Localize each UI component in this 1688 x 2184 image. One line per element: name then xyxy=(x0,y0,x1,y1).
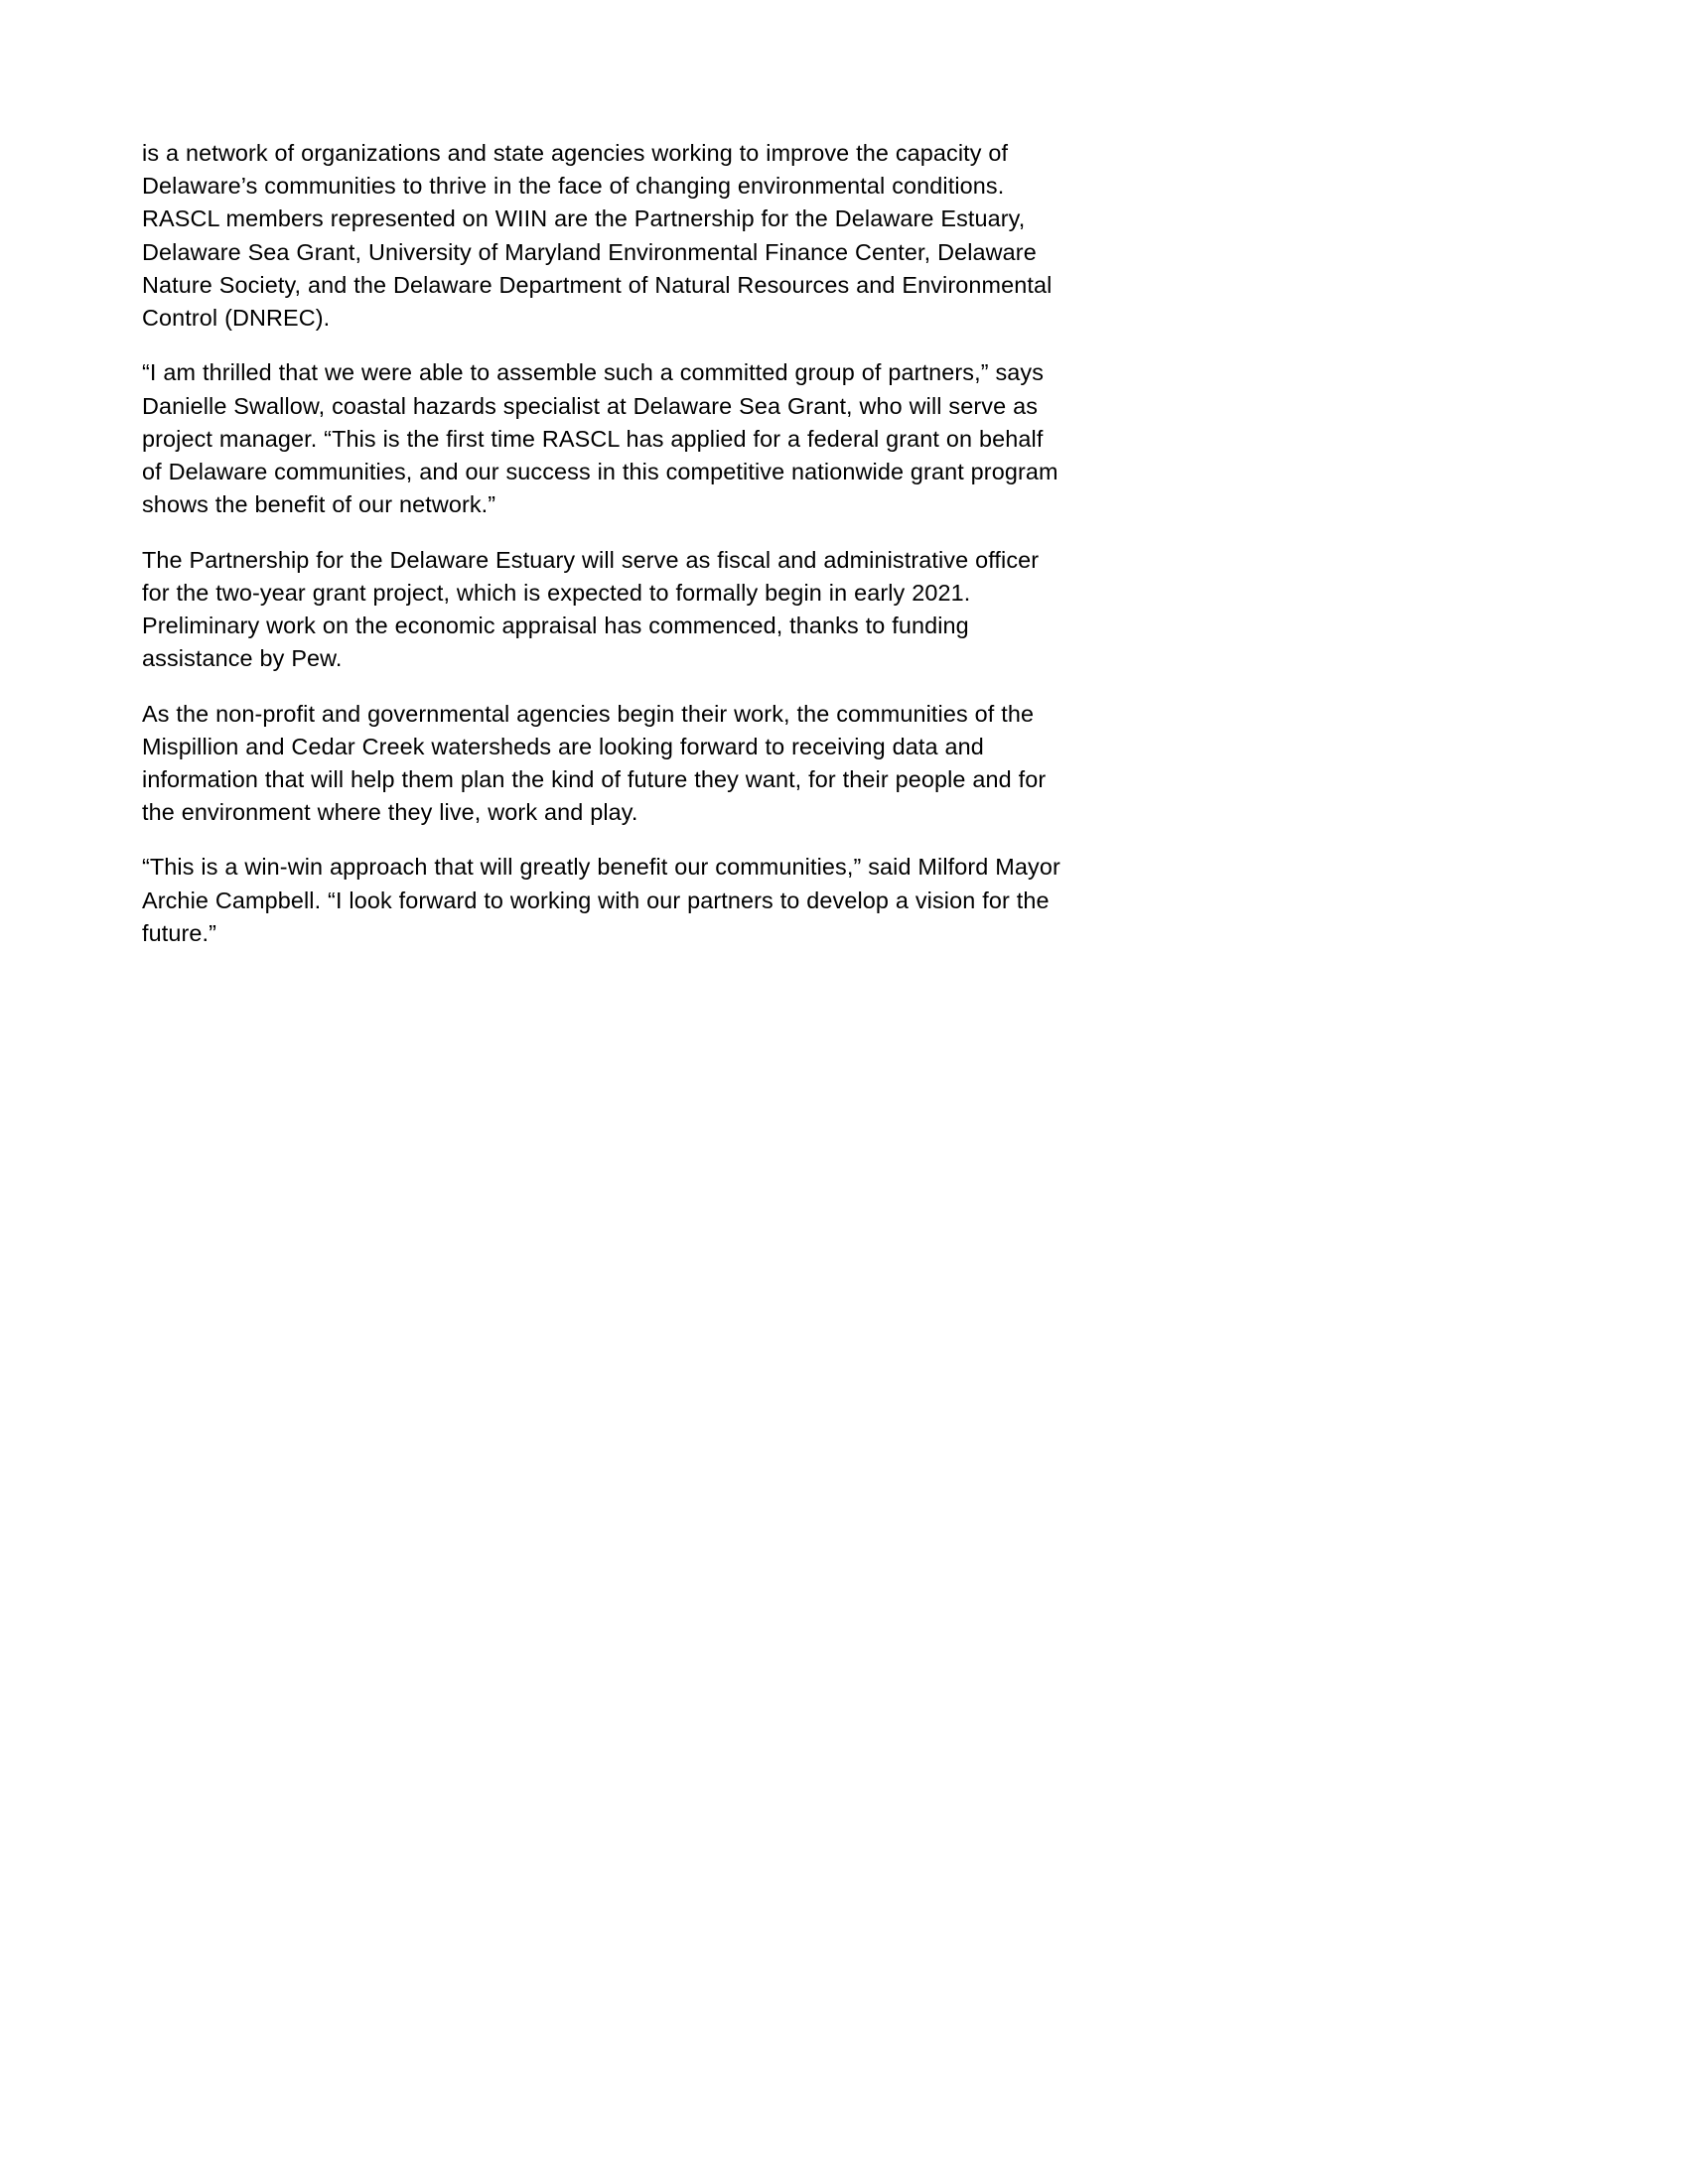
body-paragraph: “This is a win-win approach that will greatly benefit our communities,” said Milford Mayor Archie Campbell. “I look forward to working with our partners to develop a vision for the future.” xyxy=(142,854,1066,946)
body-paragraph: The Partnership for the Delaware Estuary will serve as fiscal and administrative officer for the two-year grant project, which is expected to formally begin in early 2021. Preliminary work on the economic appraisal has commenced, thanks to funding assistance by Pew. xyxy=(142,546,1047,672)
body-paragraph: “I am thrilled that we were able to assemble such a committed group of partners,” says Danielle Swallow, coastal hazards specialist at Delaware Sea Grant, who will serve as project manager. “This is the first time RASCL has applied for a federal grant on behalf of Delaware communities, and our success in this competitive nationwide grant program shows the benefit of our network.” xyxy=(142,359,1065,518)
body-paragraph: As the non-profit and governmental agencies begin their work, the communities of the Mispillion and Cedar Creek watersheds are looking forward to receiving data and information that will help them plan the kind of future they want, for their people and for the environment where they live, work and play. xyxy=(142,700,1054,826)
document-body xyxy=(142,137,1065,950)
body-paragraph: is a network of organizations and state agencies working to improve the capacity of Delaware’s communities to thrive in the face of changing environmental conditions. RASCL members represented on WIIN are the Partnership for the Delaware Estuary, Delaware Sea Grant, University of Maryland Environmental Finance Center, Delaware Nature Society, and the Delaware Department of Natural Resources and Environmental Control (DNREC). xyxy=(142,140,1059,332)
